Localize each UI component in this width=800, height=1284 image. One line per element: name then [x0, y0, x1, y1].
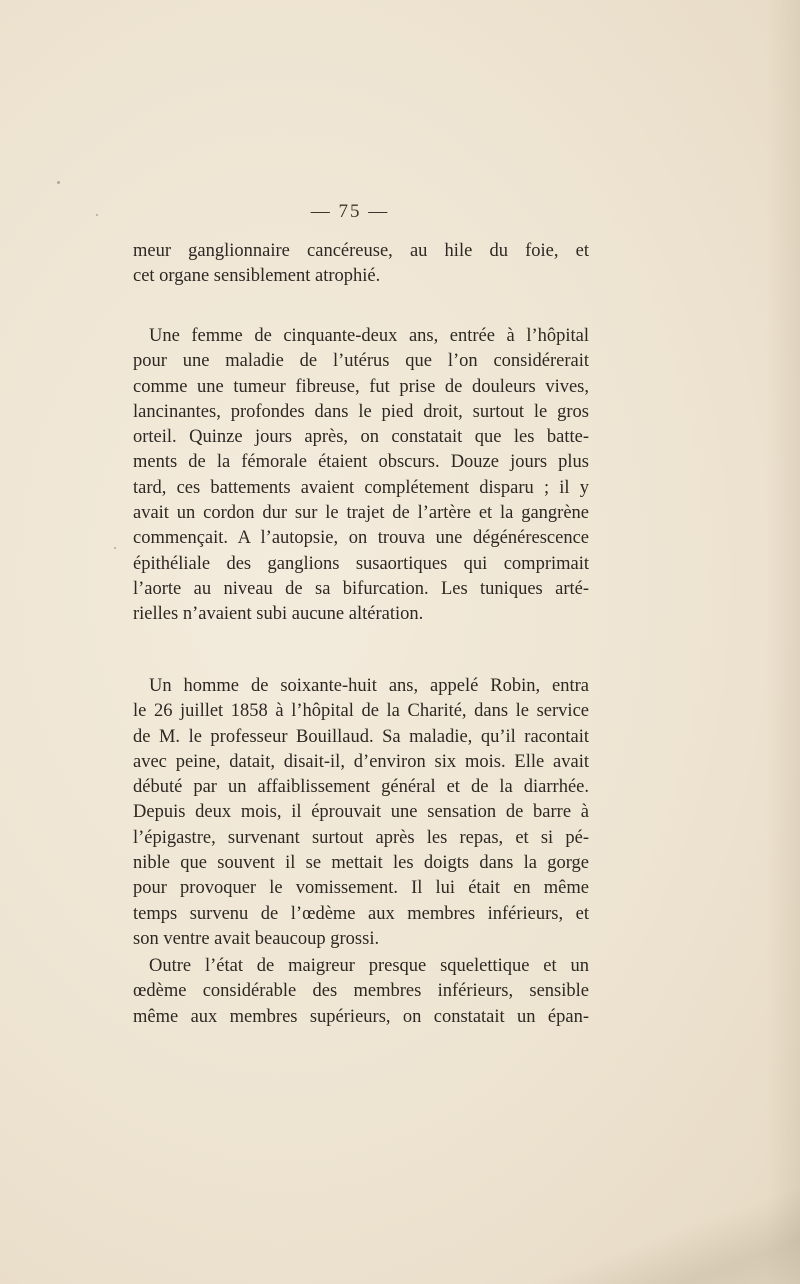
text-line: avec peine, datait, disait-il, d’environ six mois. Elle avait [133, 751, 589, 772]
paragraph-femme [133, 324, 589, 628]
text-line: tard, ces battements avaient complétement disparu ; il y [133, 477, 589, 498]
page-number: — 75 — [310, 201, 390, 222]
text-line: œdème considérable des membres inférieurs, sensible [133, 981, 589, 1002]
paragraph-outre [133, 954, 589, 1030]
text-line: ments de la fémorale étaient obscurs. Douze jours plus [133, 452, 589, 473]
text-line: commençait. A l’autopsie, on trouva une dégénérescence [133, 528, 589, 549]
text-line: de M. le professeur Bouillaud. Sa maladie, qu’il racontait [133, 726, 589, 747]
text-line: Un homme de soixante-huit ans, appelé Robin, entra [149, 676, 589, 696]
text-line: nible que souvent il se mettait les doigts dans la gorge [133, 853, 589, 874]
text-line: débuté par un affaiblissement général et de la diarrhée. [133, 777, 589, 798]
text-line: meur ganglionnaire cancéreuse, au hile du foie, et [133, 241, 589, 261]
text-line: pour provoquer le vomissement. Il lui était en même [133, 878, 589, 899]
text-line: comme une tumeur fibreuse, fut prise de douleurs vives, [133, 376, 589, 397]
text-line: orteil. Quinze jours après, on constatait que les batte- [133, 427, 589, 448]
text-line: même aux membres supérieurs, on constatait un épan- [133, 1006, 589, 1027]
text-line: son ventre avait beaucoup grossi. [133, 928, 380, 949]
text-line: rielles n’avaient subi aucune altération. [133, 604, 424, 625]
text-line: l’épigastre, survenant surtout après les repas, et si pé- [133, 827, 589, 848]
page-edge-shadow [766, 0, 800, 1284]
text-line: Depuis deux mois, il éprouvait une sensation de barre à [133, 802, 589, 823]
paragraph-continuation [133, 239, 589, 290]
text-line: temps survenu de l’œdème aux membres inférieurs, et [133, 903, 589, 924]
paper-speck [114, 547, 116, 549]
text-line: cet organe sensiblement atrophié. [133, 266, 381, 287]
paper-speck [57, 181, 60, 184]
text-line: épithéliale des ganglions susaortiques qui comprimait [133, 553, 589, 574]
text-line: avait un cordon dur sur le trajet de l’artère et la gangrène [133, 503, 589, 524]
text-line: le 26 juillet 1858 à l’hôpital de la Charité, dans le service [133, 701, 589, 722]
page-corner-fold [500, 1174, 800, 1284]
text-line: pour une maladie de l’utérus que l’on considérerait [133, 351, 589, 372]
paragraph-homme [133, 674, 589, 952]
text-line: lancinantes, profondes dans le pied droit, surtout le gros [133, 401, 589, 422]
text-line: l’aorte au niveau de sa bifurcation. Les tuniques arté- [133, 578, 589, 599]
text-line: Outre l’état de maigreur presque squelettique et un [149, 956, 589, 976]
text-line: Une femme de cinquante-deux ans, entrée à l’hôpital [149, 326, 589, 346]
